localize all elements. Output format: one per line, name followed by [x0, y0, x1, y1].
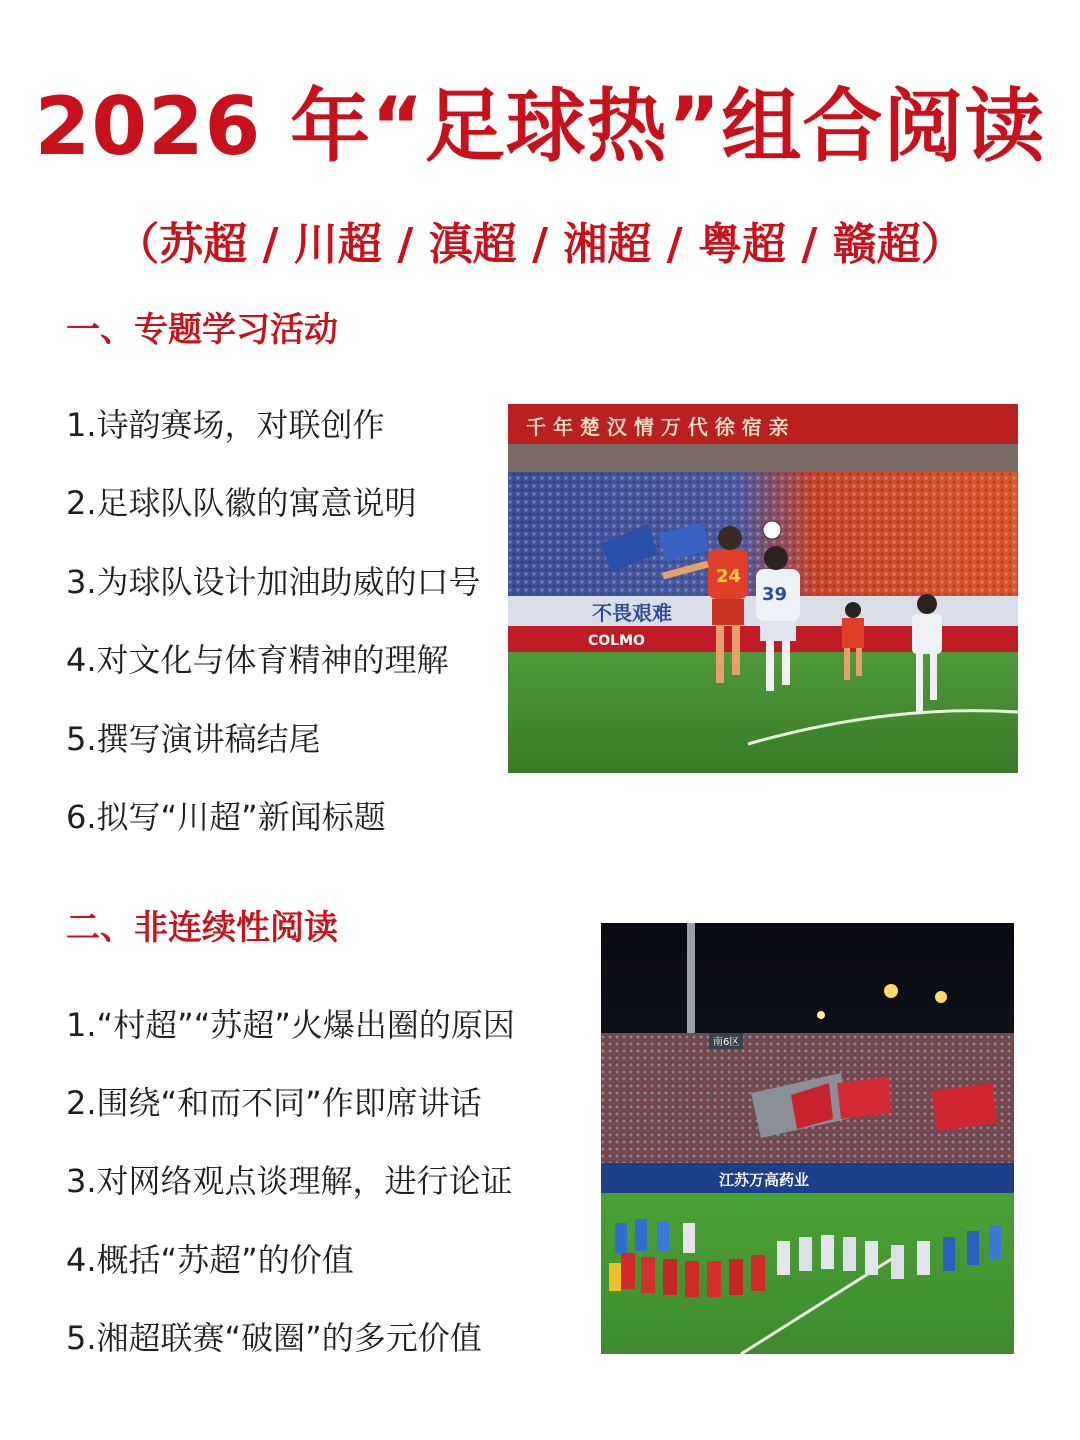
ad-board-sponsor: COLMO [588, 633, 645, 649]
floodlight [884, 984, 898, 998]
match-photo [508, 404, 1018, 773]
section-heading-reading: 二、非连续性阅读 [66, 908, 338, 948]
list-item: 1.“村超”“苏超”火爆出圈的原因 [66, 1006, 515, 1044]
list-item: 2.围绕“和而不同”作即席讲话 [66, 1084, 482, 1122]
floodlight [935, 991, 947, 1003]
celebration-photo [601, 923, 1014, 1354]
list-item: 4.概括“苏超”的价值 [66, 1241, 354, 1279]
list-item: 1.诗韵赛场，对联创作 [66, 406, 385, 444]
list-item: 4.对文化与体育精神的理解 [66, 641, 449, 679]
floodlight [817, 1011, 825, 1019]
stand-zone-sign: 南6区 [713, 1037, 740, 1048]
ad-board-slogan: 不畏艰难 [592, 601, 672, 625]
section-heading-activities: 一、专题学习活动 [66, 310, 338, 350]
page-title: 2026 年“足球热”组合阅读 [34, 80, 1046, 173]
sponsor-board: 江苏万高药业 [719, 1171, 810, 1189]
stadium-banner: 千 年 楚 汉 情 万 代 徐 宿 亲 [526, 415, 789, 439]
list-item: 3.对网络观点谈理解，进行论证 [66, 1162, 513, 1200]
list-item: 6.拟写“川超”新闻标题 [66, 798, 386, 836]
list-item: 5.撰写演讲稿结尾 [66, 720, 321, 758]
svg-text:39: 39 [762, 584, 788, 605]
list-item: 2.足球队队徽的寓意说明 [66, 484, 417, 522]
page-subtitle: （苏超 / 川超 / 滇超 / 湘超 / 粤超 / 赣超） [115, 219, 965, 270]
list-item: 3.为球队设计加油助威的口号 [66, 563, 481, 601]
football [763, 521, 781, 539]
svg-text:24: 24 [716, 566, 742, 587]
list-item: 5.湘超联赛“破圈”的多元价值 [66, 1319, 482, 1357]
